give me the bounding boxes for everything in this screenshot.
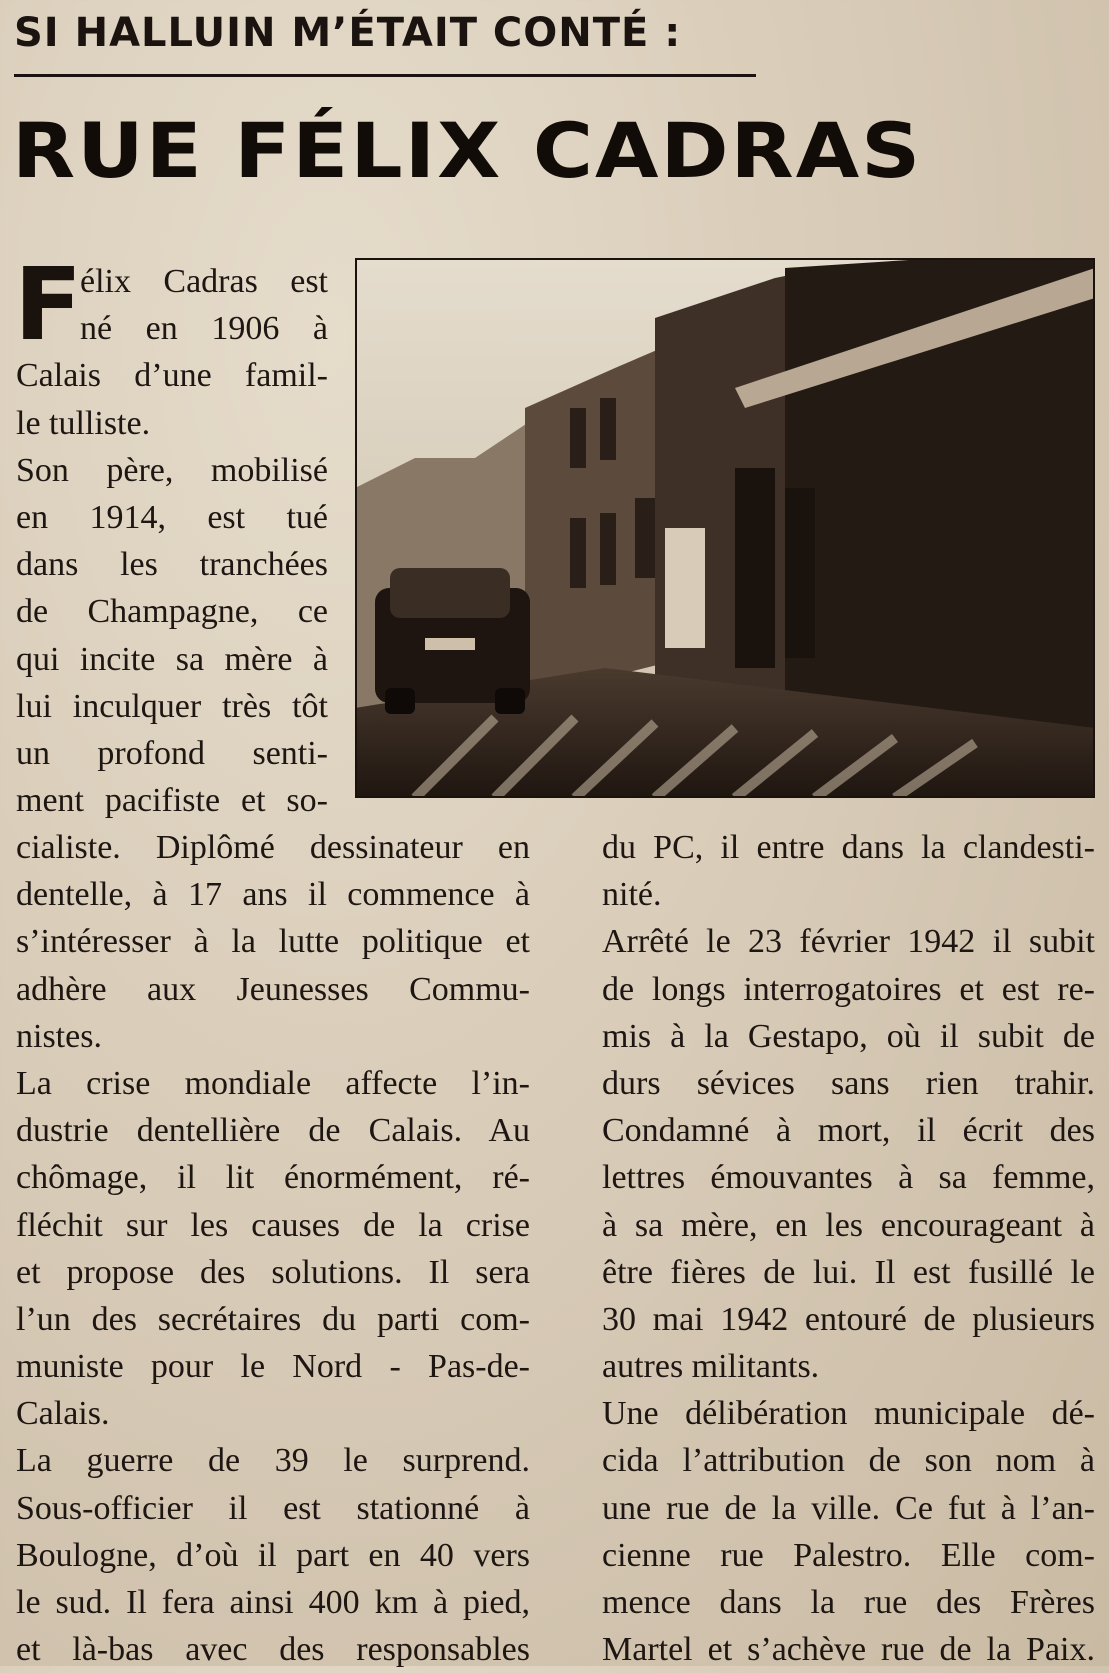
text-line: s’intéresser à la lutte politique et [16,923,530,961]
text-line: durs sévices sans rien trahir. [602,1064,1095,1102]
text-line: cida l’attribution de son nom à [602,1442,1095,1480]
text-line: lettres émouvantes à sa femme, [602,1159,1095,1197]
text-line: Martel et s’achève rue de la Paix. [602,1631,1095,1669]
text-line: à sa mère, en les encourageant à [602,1206,1095,1244]
text-line: élix Cadras est [80,263,328,300]
text-line: Condamné à mort, il écrit des [602,1112,1095,1150]
text-line: Arrêté le 23 février 1942 il subit [602,923,1095,961]
text-line: fléchit sur les causes de la crise [16,1206,530,1244]
text-line: dans les tranchées [16,546,328,584]
text-line: cialiste. Diplômé dessinateur en [16,829,530,866]
text-line: ment pacifiste et so- [16,782,328,820]
drop-cap: F [14,246,83,363]
article-column-narrow [14,246,328,824]
street-photo [355,258,1095,798]
text-line: et là-bas avec des responsables [16,1631,530,1669]
text-line: nistes. [16,1017,102,1055]
text-line: autres militants. [602,1348,820,1386]
text-line: adhère aux Jeunesses Commu- [16,970,530,1008]
text-line: dustrie dentellière de Calais. Au [16,1112,530,1150]
text-line: Boulogne, d’où il part en 40 vers [16,1536,530,1574]
text-line: dentelle, à 17 ans il commence à [16,876,530,914]
text-line: être fières de lui. Il est fusillé le [602,1253,1095,1291]
headline: RUE FÉLIX CADRAS [12,108,923,196]
text-line: né en 1906 à [80,310,328,348]
section-kicker: SI HALLUIN M’ÉTAIT CONTÉ : [14,10,682,56]
text-line: de Champagne, ce [16,593,328,631]
text-line: en 1914, est tué [16,498,328,536]
text-line: Calais. [16,1395,110,1433]
text-line: La guerre de 39 le surprend. [16,1442,530,1480]
text-line: nité. [602,876,662,914]
text-line: La crise mondiale affecte l’in- [16,1064,530,1102]
text-line: Son père, mobilisé [16,451,328,489]
text-line: 30 mai 1942 entouré de plusieurs [602,1300,1095,1338]
text-line: lui inculquer très tôt [16,687,328,725]
text-line: Sous-officier il est stationné à [16,1489,530,1527]
text-line: chômage, il lit énormément, ré- [16,1159,530,1197]
text-line: et propose des solutions. Il sera [16,1253,530,1291]
text-line: le tulliste. [16,404,151,442]
text-line: cienne rue Palestro. Elle com- [602,1536,1095,1574]
text-line: un profond senti- [16,734,328,772]
text-line: une rue de la ville. Ce fut à l’an- [602,1489,1095,1527]
text-line: Calais d’une famil- [16,357,328,395]
article-column-left [16,824,530,1673]
text-line: mis à la Gestapo, où il subit de [602,1017,1095,1055]
kicker-underline [14,74,756,77]
text-line: qui incite sa mère à [16,640,328,678]
text-line: de longs interrogatoires et est re- [602,970,1095,1008]
text-line: Une délibération municipale dé- [602,1395,1095,1433]
text-line: le sud. Il fera ainsi 400 km à pied, [16,1584,530,1621]
article-column-right [602,824,1095,1673]
text-line: muniste pour le Nord - Pas-de- [16,1348,530,1386]
text-line: l’un des secrétaires du parti com- [16,1300,530,1338]
street-photo-icon [355,258,1095,798]
text-line: mence dans la rue des Frères [602,1584,1095,1621]
text-line: du PC, il entre dans la clandesti- [602,829,1095,866]
